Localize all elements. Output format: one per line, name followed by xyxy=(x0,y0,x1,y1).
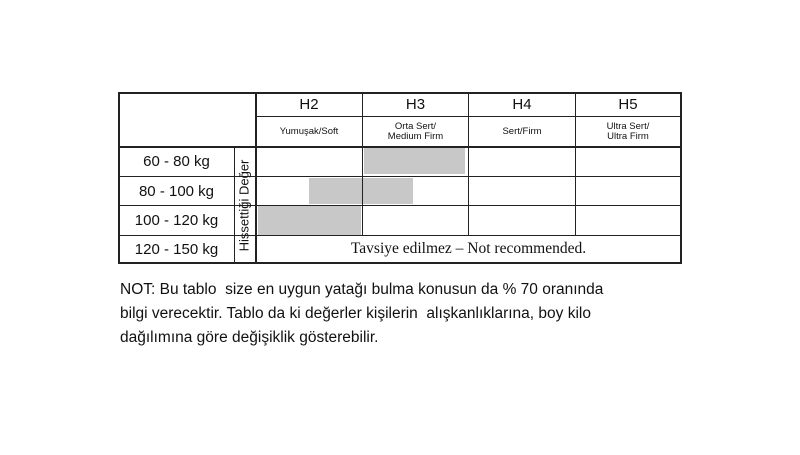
row-label-80-100: 80 - 100 kg xyxy=(138,182,215,200)
column-code-h2: H2 xyxy=(299,96,319,113)
recommended-cell-80-100-h2-h3 xyxy=(309,178,413,204)
row-axis-label: Hissettiği Değer xyxy=(236,159,252,251)
disclaimer-note xyxy=(120,278,710,350)
note-line-2: bilgi verecektir. Tablo da ki değerler kişilerin alışkanlıklarına, boy kilo xyxy=(120,305,591,322)
note-line-3: dağılımına göre değişiklik gösterebilir. xyxy=(120,329,379,346)
recommended-cell-100-120-h2 xyxy=(258,206,361,235)
column-code-h3: H3 xyxy=(405,96,426,113)
note-line-1: NOT: Bu tablo size en uygun yatağı bulma konusun da % 70 oranında xyxy=(120,281,604,298)
column-description-h3: Orta Sert/ Medium Firm xyxy=(387,120,444,142)
column-description-h4: Sert/Firm xyxy=(502,125,542,137)
table-border-right xyxy=(680,92,682,264)
column-code-h5: H5 xyxy=(618,96,638,113)
recommended-cell-60-80-h3 xyxy=(364,146,465,174)
row-axis-label-container xyxy=(235,147,253,263)
row-label-120-150: 120 - 150 kg xyxy=(134,240,219,258)
mattress-firmness-table xyxy=(118,92,682,264)
column-description-h5: Ultra Sert/ Ultra Firm xyxy=(606,120,650,142)
column-code-h4: H4 xyxy=(512,96,532,113)
row-label-60-80: 60 - 80 kg xyxy=(143,153,210,170)
table-border-bottom xyxy=(118,262,682,264)
row-label-100-120: 100 - 120 kg xyxy=(134,212,219,229)
not-recommended-note: Tavsiye edilmez – Not recommended. xyxy=(350,240,587,257)
column-description-h2: Yumuşak/Soft xyxy=(279,125,339,137)
